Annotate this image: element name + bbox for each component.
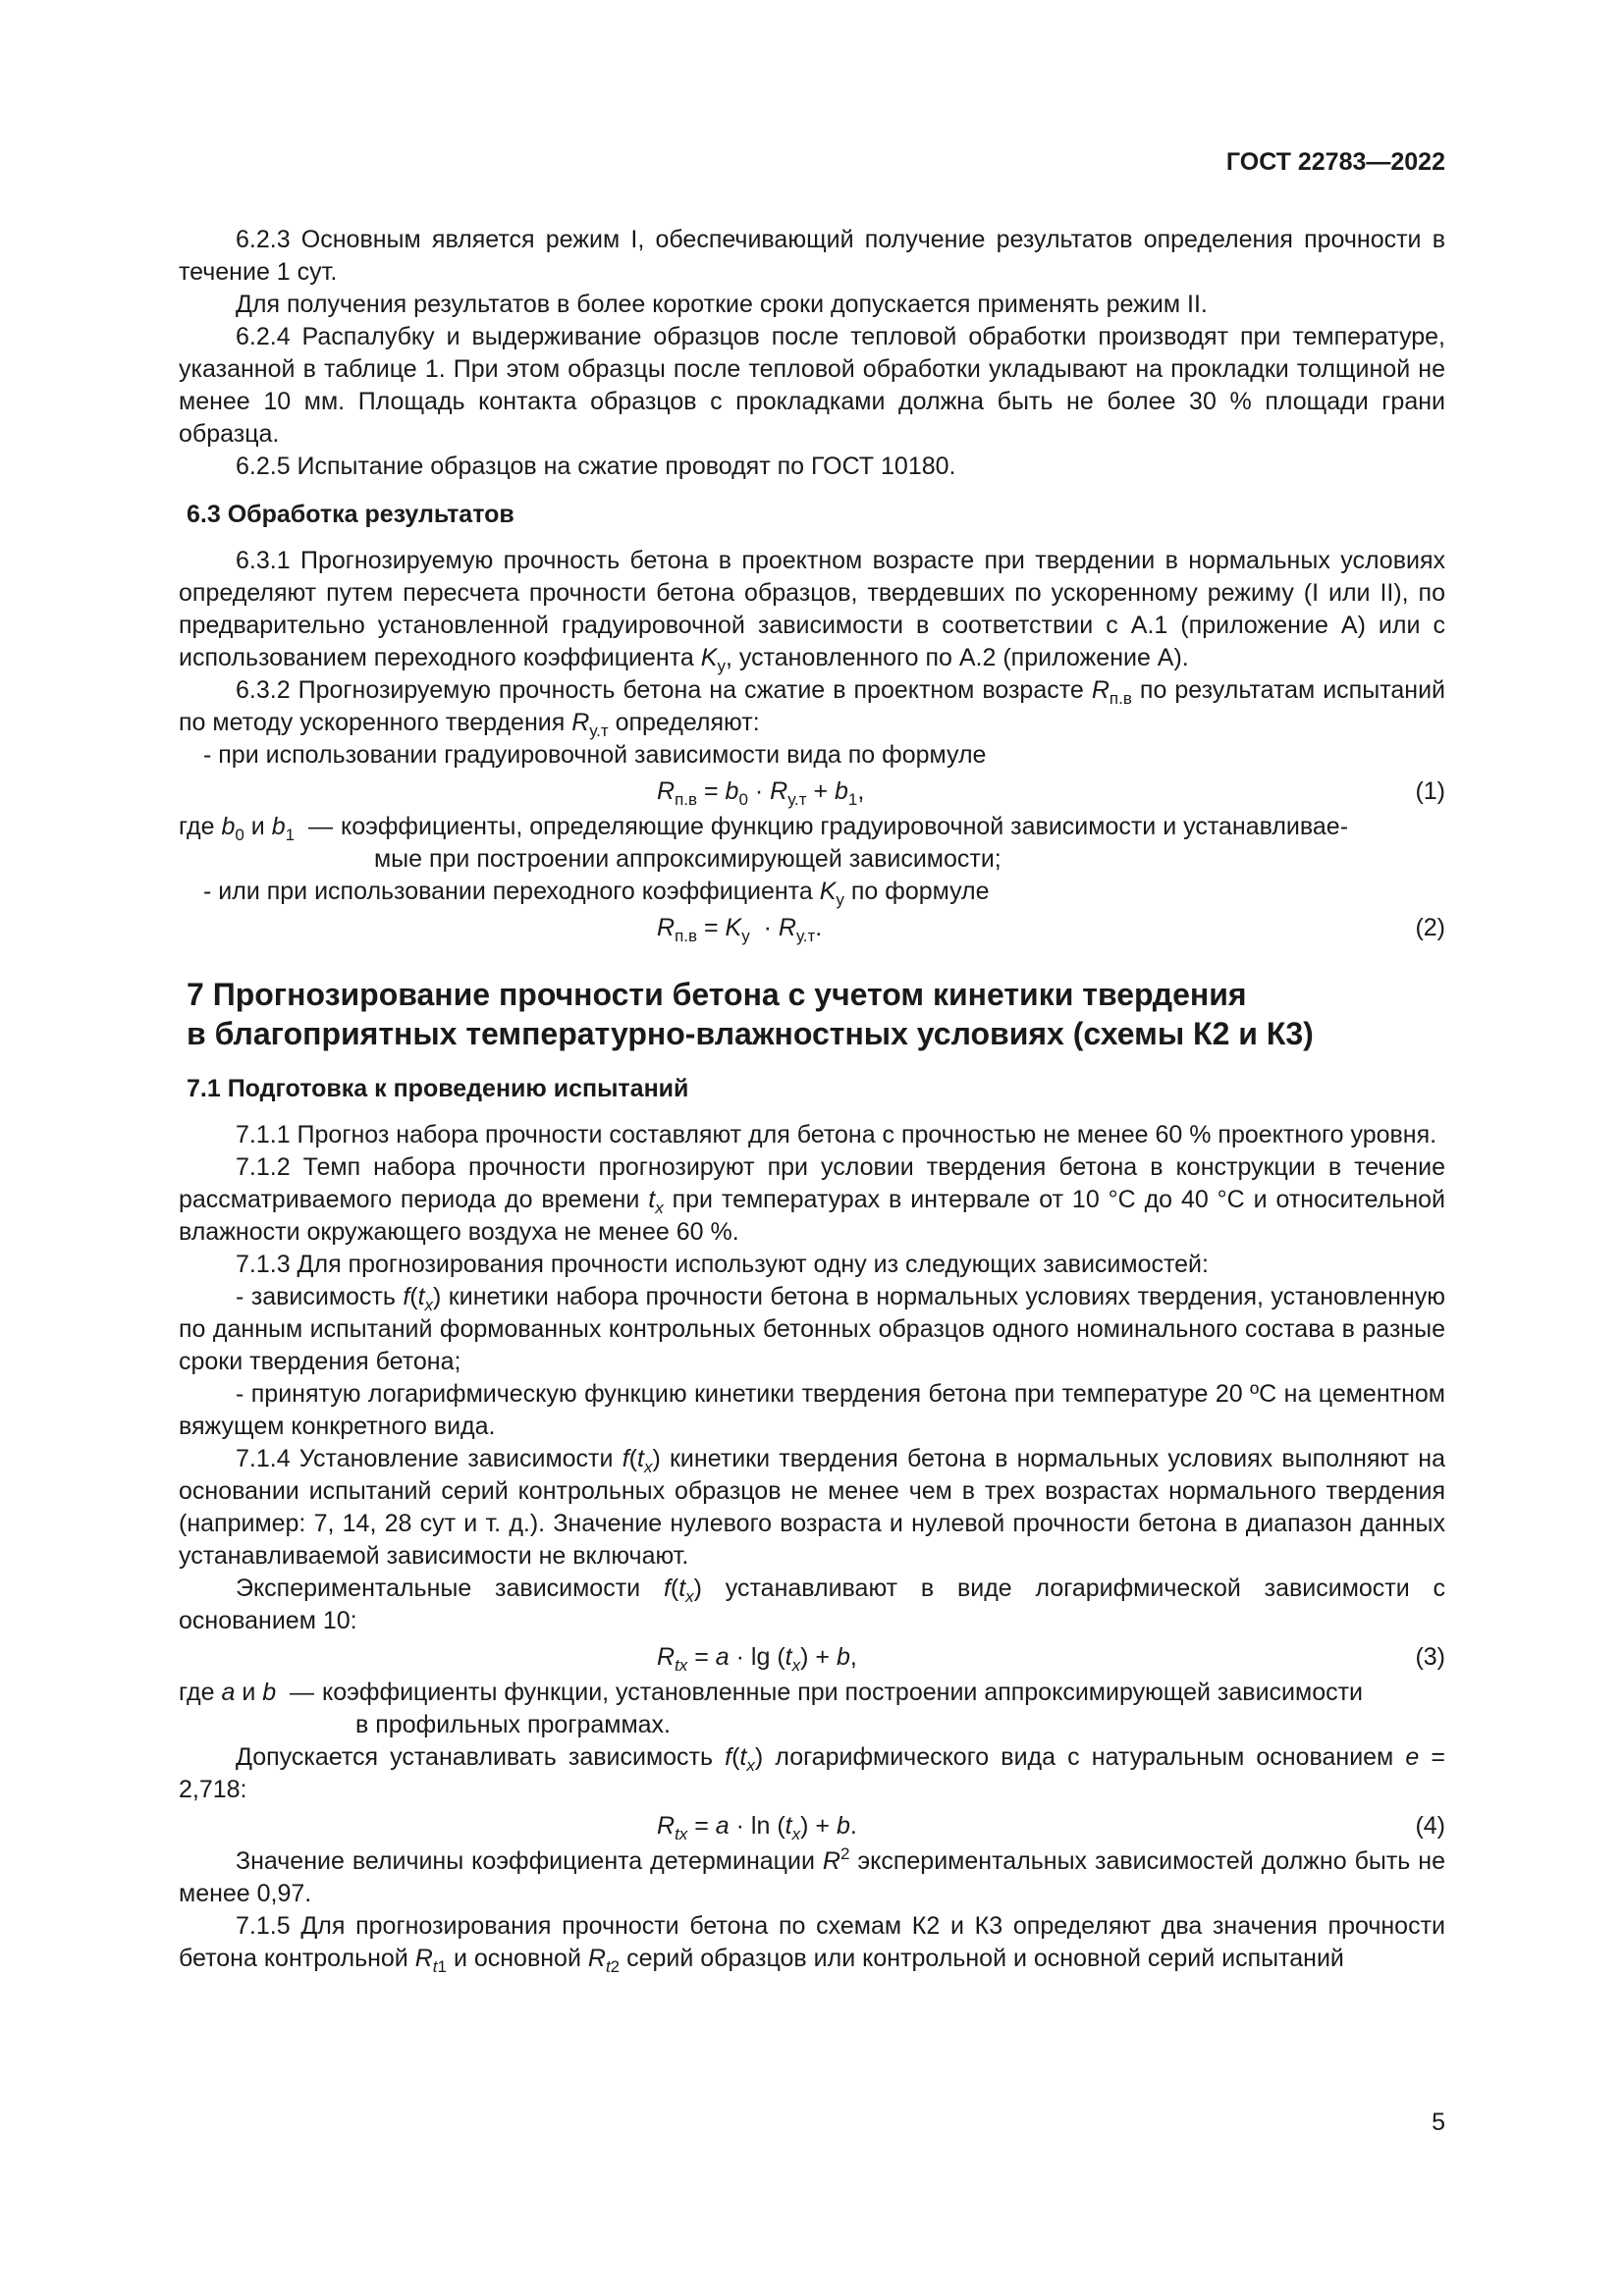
paragraph-7-1-4-determination: Значение величины коэффициента детерминации $R^2$ экспериментальных зависимостей должно быть не менее 0,97.	[179, 1844, 1446, 1907]
paragraph-7-1-3: 7.1.3 Для прогнозирования прочности используют одну из следующих зависимостей:	[236, 1251, 1209, 1278]
formula-3-number: (3)	[1415, 1643, 1445, 1671]
heading-7-1: 7.1 Подготовка к проведению испытаний	[187, 1075, 689, 1102]
paragraph-7-1-4-natural: Допускается устанавливать зависимость $f(t_x)$ логарифмического вида с натуральным основанием e = 2,718:	[179, 1743, 1446, 1803]
list-item-graduation: - при использовании градуировочной зависимости вида по формуле	[203, 741, 987, 769]
where-clause-1: где $b_0$ и $b_1$ — коэффициенты, определяющие функцию градуировочной зависимости и устанавливае- мые при построении аппроксимирующей зависимости;	[179, 813, 1349, 873]
paragraph-6-3-2: 6.3.2 Прогнозируемую прочность бетона на сжатие в проектном возрасте $R_{п.в}$ по результатам испытаний по методу ускоренного твердения $R_{у.т}$ определяют:	[179, 676, 1445, 740]
page-number: 5	[1432, 2109, 1445, 2136]
formula-1: $R_{п.в} = b_0 \cdot R_{у.т} + b_1$, (1)	[179, 772, 1445, 811]
formula-3: $R_{tx} = a \cdot \lg (t_x) + b$, (3)	[179, 1637, 1445, 1677]
paragraph-6-2-4: 6.2.4 Распалубку и выдерживание образцов после тепловой обработки производят при температуре, указанной в таблице 1. При этом образцы после тепловой обработки укладывают на прокладки толщиной не менее 10 мм. Площадь контакта образцов с прокладками должна быть не более 30 % площади грани образца.	[179, 323, 1445, 448]
formula-2-number: (2)	[1415, 914, 1445, 941]
paragraph-7-1-4: 7.1.4 Установление зависимости $f(t_x)$ кинетики твердения бетона в нормальных условиях выполняют на основании испытаний серий контрольных образцов не менее чем в трех возрастах нормального твердения (например: 7, 14, 28 сут и т. д.). Значение нулевого возраста и нулевой прочности бетона в диапазон данных устанавливаемой зависимости не включают.	[179, 1445, 1446, 1570]
heading-6-3: 6.3 Обработка результатов	[187, 501, 514, 528]
list-item-log-function: - принятую логарифмическую функцию кинетики твердения бетона при температуре 20 ºС на цементном вяжущем конкретного вида.	[179, 1380, 1445, 1440]
formula-1-number: (1)	[1415, 777, 1445, 805]
paragraph-7-1-5: 7.1.5 Для прогнозирования прочности бетона по схемам К2 и К3 определяют два значения прочности бетона контрольной $R_{t1}$ и основной $R_{t2}$ серий образцов или контрольной и основной серий испытаний	[179, 1912, 1445, 1976]
document-body	[179, 224, 1445, 1975]
paragraph-7-1-4-experimental: Экспериментальные зависимости $f(t_x)$ устанавливают в виде логарифмической зависимости с основанием 10:	[179, 1575, 1446, 1634]
paragraph-6-3-1: 6.3.1 Прогнозируемую прочность бетона в проектном возрасте при твердении в нормальных условиях определяют путем пересчета прочности бетона образцов, твердевших по ускоренному режиму (I или II), по предварительно установленной градуировочной зависимости в соответствии с А.1 (приложение А) или с использованием переходного коэффициента $K_у$, установленного по А.2 (приложение А).	[179, 547, 1445, 675]
where-clause-3: где a и b — коэффициенты функции, установленные при построении аппроксимирующей зависимости в профильных программах.	[179, 1679, 1364, 1738]
paragraph-7-1-1: 7.1.1 Прогноз набора прочности составляют для бетона с прочностью не менее 60 % проектного уровня.	[236, 1121, 1437, 1148]
formula-4: $R_{tx} = a \cdot \ln (t_x) + b$. (4)	[179, 1806, 1445, 1845]
formula-2: $R_{п.в} = K_у \cdot R_{у.т}$. (2)	[179, 908, 1445, 947]
document-header: ГОСТ 22783—2022	[1225, 148, 1445, 176]
heading-section-7: 7 Прогнозирование прочности бетона с учетом кинетики твердения в благоприятных температурно-влажностных условиях (схемы К2 и К3)	[187, 977, 1314, 1051]
paragraph-7-1-2: 7.1.2 Темп набора прочности прогнозируют при условии твердения бетона в конструкции в течение рассматриваемого периода до времени $t_x$ при температурах в интервале от 10 °С до 40 °С и относительной влажности окружающего воздуха не менее 60 %.	[179, 1153, 1445, 1246]
paragraph-6-2-3: 6.2.3 Основным является режим I, обеспечивающий получение результатов определения прочности в течение 1 сут.	[179, 226, 1445, 286]
formula-4-number: (4)	[1415, 1812, 1445, 1840]
list-item-dependence: - зависимость $f(t_x)$ кинетики набора прочности бетона в нормальных условиях твердения, установленную по данным испытаний формованных контрольных бетонных образцов одного номинального состава в разные сроки твердения бетона;	[179, 1283, 1445, 1375]
paragraph-6-2-3-b: Для получения результатов в более короткие сроки допускается применять режим II.	[236, 291, 1208, 318]
list-item-transition-coef: - или при использовании переходного коэффициента $K_у$ по формуле	[203, 878, 990, 909]
paragraph-6-2-5: 6.2.5 Испытание образцов на сжатие проводят по ГОСТ 10180.	[236, 453, 956, 480]
